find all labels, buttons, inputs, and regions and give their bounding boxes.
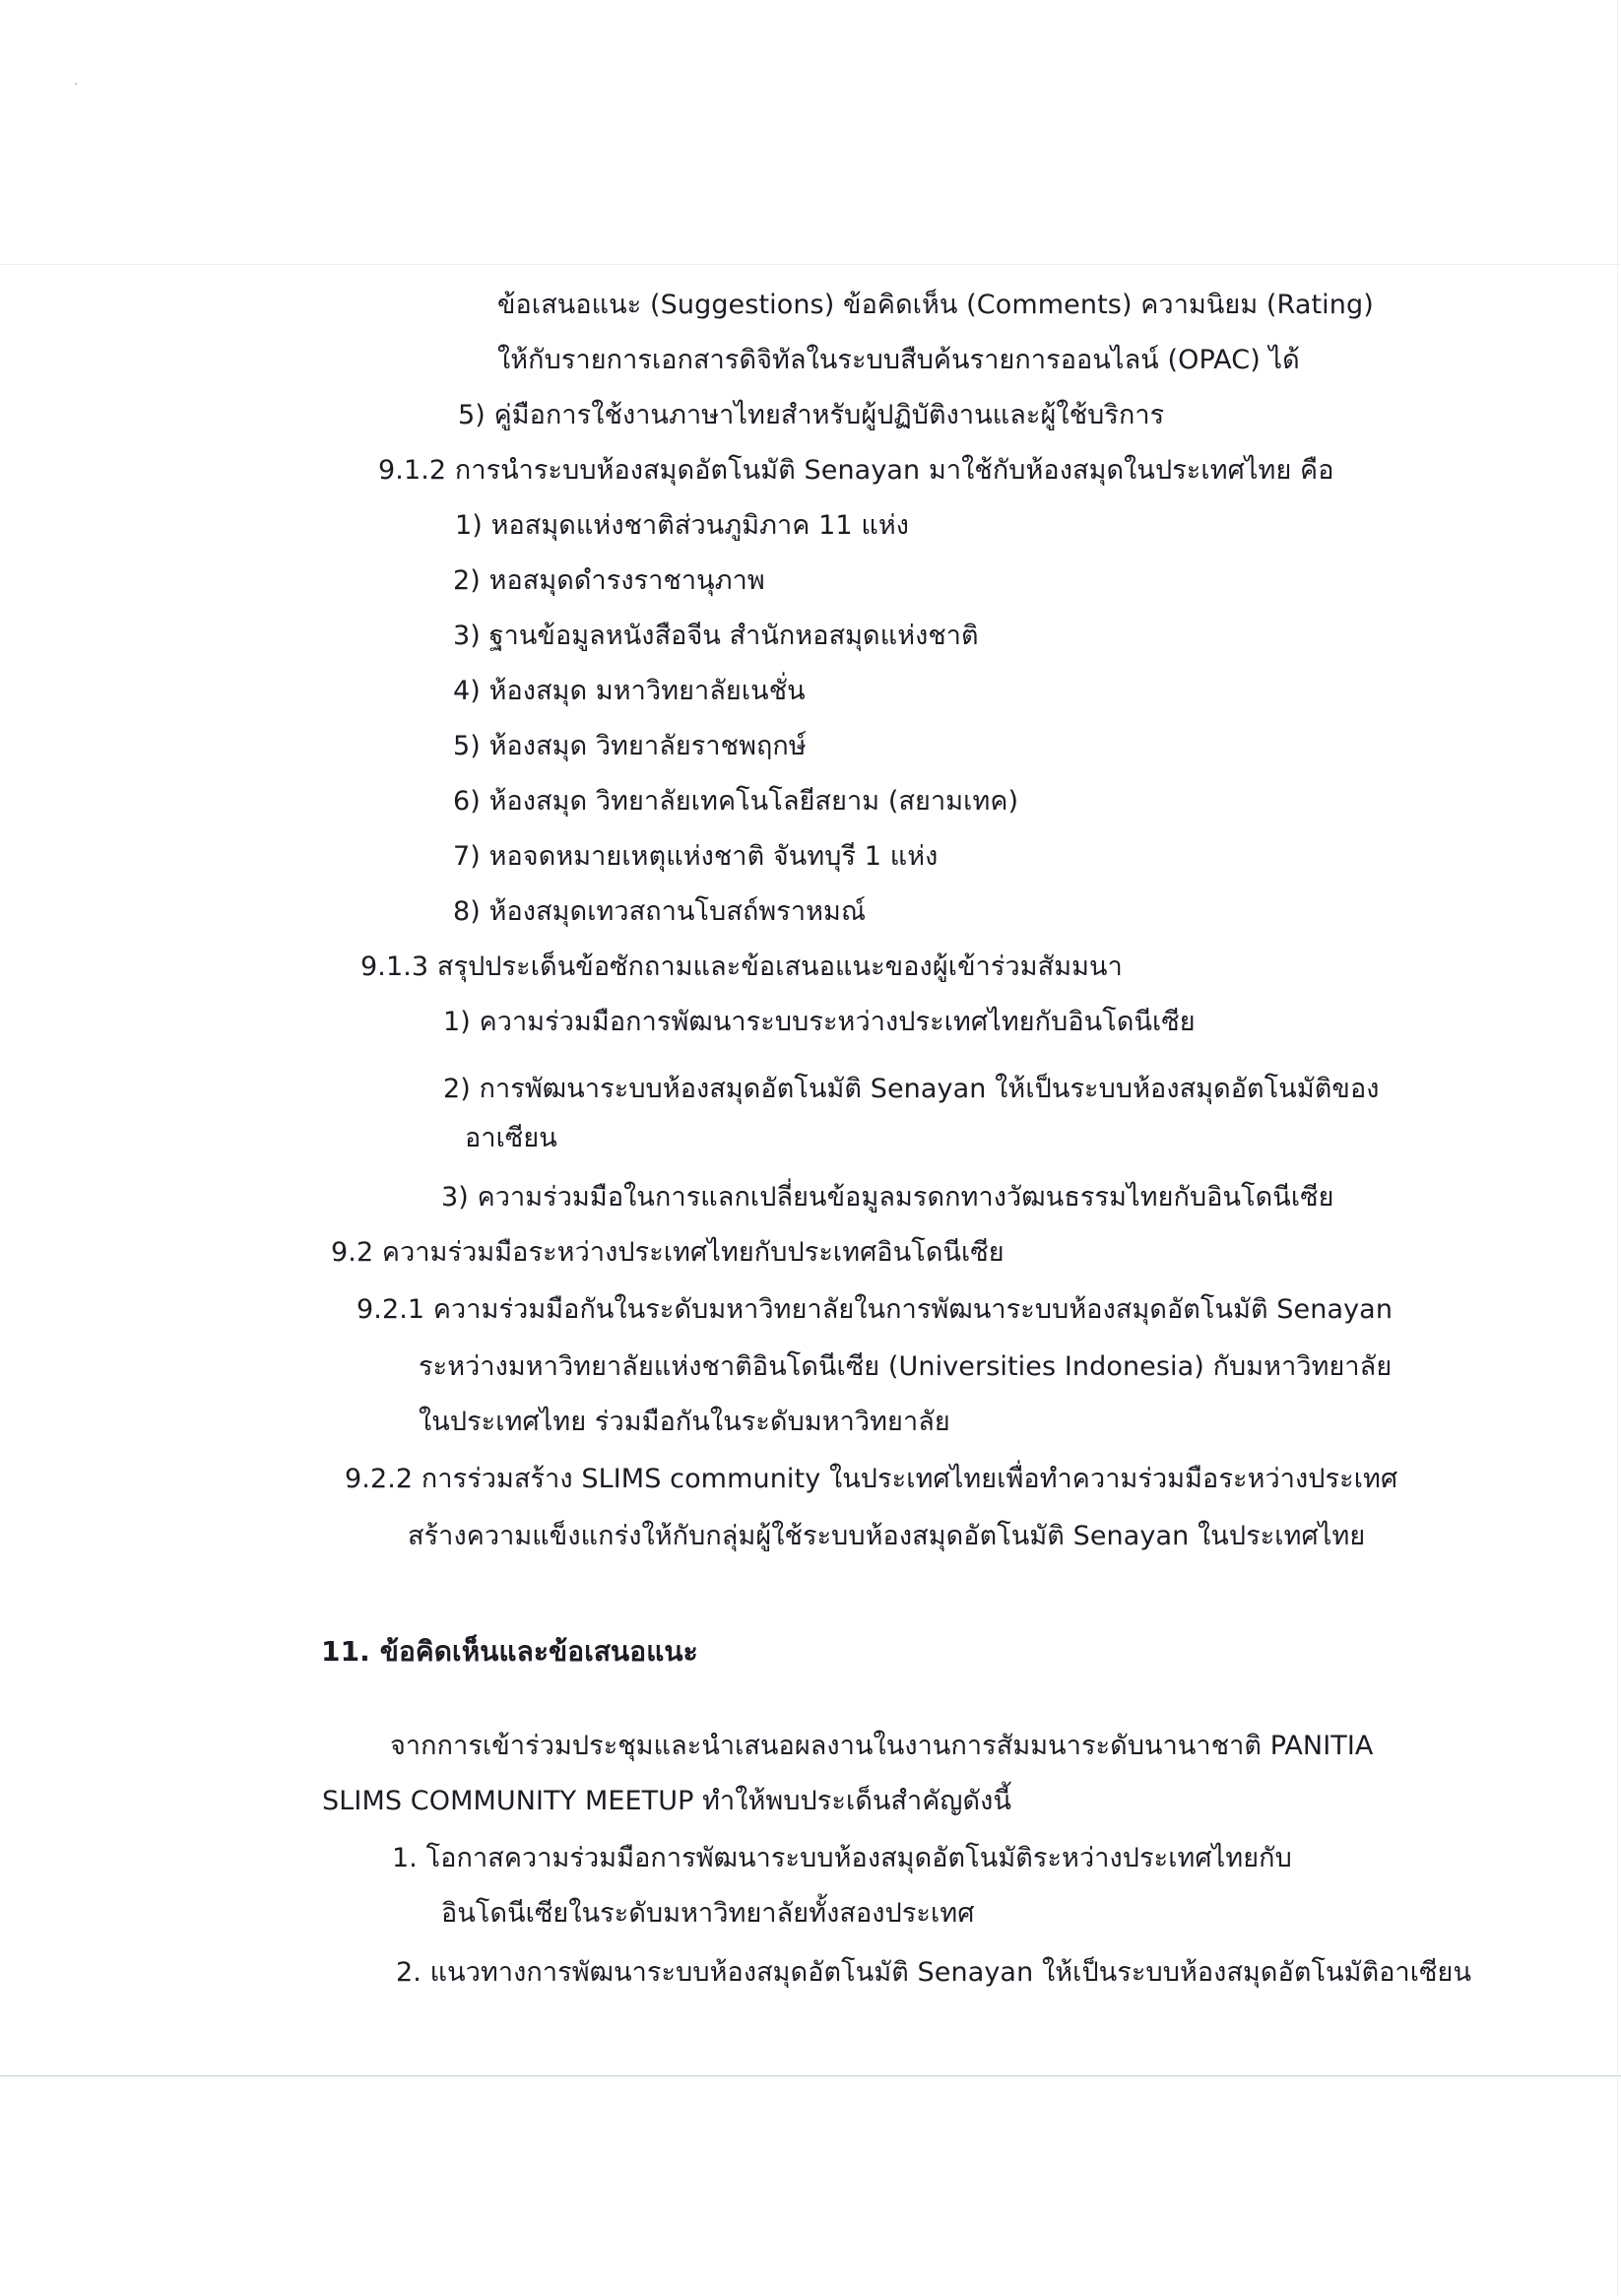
subsection-9-2-1-line3: ในประเทศไทย ร่วมมือกันในระดับมหาวิทยาลัย xyxy=(419,1407,950,1437)
scan-edge-right xyxy=(1617,0,1618,2296)
subsection-9-2-2-line1: 9.2.2 การร่วมสร้าง SLIMS community ในประเทศไทยเพื่อทำความร่วมมือระหว่างประเทศ xyxy=(345,1464,1398,1494)
list-item-cultural-heritage: 3) ความร่วมมือในการแลกเปลี่ยนข้อมูลมรดกทางวัฒนธรรมไทยกับอินโดนีเซีย xyxy=(441,1182,1334,1213)
subsection-9-2-2-line2: สร้างความแข็งแกร่งให้กับกลุ่มผู้ใช้ระบบห้องสมุดอัตโนมัติ Senayan ในประเทศไทย xyxy=(408,1521,1366,1551)
text-line-suggestions: ข้อเสนอแนะ (Suggestions) ข้อคิดเห็น (Comments) ความนิยม (Rating) xyxy=(497,290,1374,320)
list-item-asean-senayan-line1: 2) การพัฒนาระบบห้องสมุดอัตโนมัติ Senayan ให้เป็นระบบห้องสมุดอัตโนมัติของ xyxy=(443,1074,1380,1104)
list-item-ratchaphruek-college: 5) ห้องสมุด วิทยาลัยราชพฤกษ์ xyxy=(453,731,807,761)
section-9-2: 9.2 ความร่วมมือระหว่างประเทศไทยกับประเทศอินโดนีเซีย xyxy=(331,1237,1005,1268)
scan-line-bottom xyxy=(0,2075,1621,2076)
text-line-opac: ให้กับรายการเอกสารดิจิทัลในระบบสืบค้นรายการออนไลน์ (OPAC) ได้ xyxy=(497,345,1300,375)
section-11-paragraph-line1: จากการเข้าร่วมประชุมและนำเสนอผลงานในงานการสัมมนาระดับนานาชาติ PANITIA xyxy=(390,1731,1374,1761)
section-11-item1-line1: 1. โอกาสความร่วมมือการพัฒนาระบบห้องสมุดอัตโนมัติระหว่างประเทศไทยกับ xyxy=(392,1843,1292,1873)
section-11-item2-line1: 2. แนวทางการพัฒนาระบบห้องสมุดอัตโนมัติ Senayan ให้เป็นระบบห้องสมุดอัตโนมัติอาเซียน xyxy=(396,1957,1472,1988)
subsection-9-2-1-line1: 9.2.1 ความร่วมมือกันในระดับมหาวิทยาลัยในการพัฒนาระบบห้องสมุดอัตโนมัติ Senayan xyxy=(357,1294,1394,1325)
list-item-damrong-library: 2) หอสมุดดำรงราชานุภาพ xyxy=(453,565,765,596)
list-item-brahmin-temple-library: 8) ห้องสมุดเทวสถานโบสถ์พราหมณ์ xyxy=(453,896,867,927)
list-item-siam-tech: 6) ห้องสมุด วิทยาลัยเทคโนโลยีสยาม (สยามเทค) xyxy=(453,786,1019,817)
subsection-9-2-1-line2: ระหว่างมหาวิทยาลัยแห่งชาติอินโดนีเซีย (Universities Indonesia) กับมหาวิทยาลัย xyxy=(419,1351,1393,1382)
list-item-thai-manual: 5) คู่มือการใช้งานภาษาไทยสำหรับผู้ปฏิบัติงานและผู้ใช้บริการ xyxy=(458,400,1165,430)
subsection-9-1-2: 9.1.2 การนำระบบห้องสมุดอัตโนมัติ Senayan มาใช้กับห้องสมุดในประเทศไทย คือ xyxy=(378,455,1334,486)
section-11-heading: 11. ข้อคิดเห็นและข้อเสนอแนะ xyxy=(321,1635,698,1668)
section-11-item1-line2: อินโดนีเซียในระดับมหาวิทยาลัยทั้งสองประเทศ xyxy=(441,1898,975,1929)
scan-speck xyxy=(75,83,77,85)
list-item-asean-senayan-line2: อาเซียน xyxy=(465,1123,557,1153)
subsection-9-1-3: 9.1.3 สรุปประเด็นข้อซักถามและข้อเสนอแนะของผู้เข้าร่วมสัมมนา xyxy=(360,951,1123,982)
list-item-national-archives-chanthaburi: 7) หอจดหมายเหตุแห่งชาติ จันทบุรี 1 แห่ง xyxy=(453,841,939,872)
list-item-nation-university: 4) ห้องสมุด มหาวิทยาลัยเนชั่น xyxy=(453,676,806,706)
list-item-regional-libraries: 1) หอสมุดแห่งชาติส่วนภูมิภาค 11 แห่ง xyxy=(455,510,910,541)
scan-line-top xyxy=(0,264,1621,265)
list-item-cooperation-development: 1) ความร่วมมือการพัฒนาระบบระหว่างประเทศไทยกับอินโดนีเซีย xyxy=(443,1007,1196,1037)
list-item-chinese-books-db: 3) ฐานข้อมูลหนังสือจีน สำนักหอสมุดแห่งชาติ xyxy=(453,621,979,651)
section-11-paragraph-line2: SLIMS COMMUNITY MEETUP ทำให้พบประเด็นสำคัญดังนี้ xyxy=(322,1786,1012,1816)
